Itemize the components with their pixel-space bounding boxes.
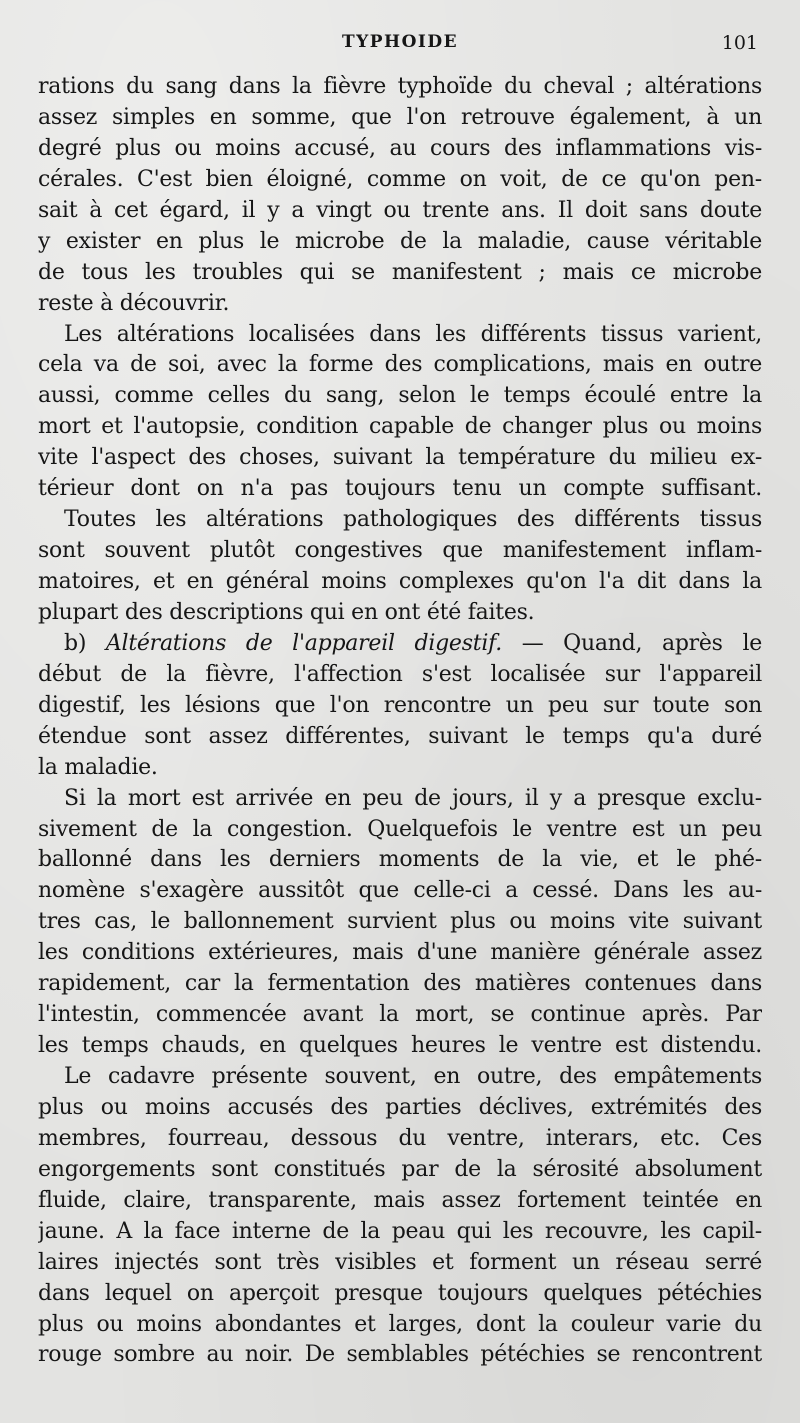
page-number: 101 (721, 32, 758, 54)
text-line: sait à cet égard, il y a vingt ou trente ans. Il doit sans doute (38, 197, 762, 223)
text-line: vite l'aspect des choses, suivant la température du milieu ex- (38, 445, 762, 471)
text-line: matoires, et en général moins complexes qu'on l'a dit dans la (38, 569, 762, 594)
text-line: digestif, les lésions que l'on rencontre un peu sur toute son (38, 692, 762, 718)
text-line: début de la fièvre, l'affection s'est localisée sur l'appareil (38, 661, 762, 687)
text-line: la maladie. (38, 754, 158, 780)
text-line: sont souvent plutôt congestives que manifestement inflam- (38, 538, 762, 564)
text-line: Si la mort est arrivée en peu de jours, il y a presque exclu- (64, 785, 762, 811)
text-line: laires injectés sont très visibles et forment un réseau serré (38, 1249, 762, 1275)
text-line: de tous les troubles qui se manifestent ; mais ce microbe (38, 259, 762, 285)
text-line: nomène s'exagère aussitôt que celle-ci a cessé. Dans les au- (38, 878, 762, 904)
text-line: les temps chauds, en quelques heures le ventre est distendu. (38, 1033, 762, 1059)
text-line: cela va de soi, avec la forme des complications, mais en outre (38, 352, 762, 378)
text-line: étendue sont assez différentes, suivant le temps qu'a duré (38, 723, 762, 749)
text-line: degré plus ou moins accusé, au cours des inflammations vis- (38, 135, 762, 161)
text-line: reste à découvrir. (38, 290, 230, 316)
text-line: les conditions extérieures, mais d'une manière générale assez (38, 940, 762, 966)
text-line: fluide, claire, transparente, mais assez fortement teintée en (38, 1187, 762, 1213)
text-line: Le cadavre présente souvent, en outre, des empâtements (64, 1064, 762, 1089)
text-line: rouge sombre au noir. De semblables pétéchies se rencontrent (38, 1342, 762, 1368)
text-line: aussi, comme celles du sang, selon le temps écoulé entre la (38, 383, 762, 409)
text-line: dans lequel on aperçoit presque toujours quelques pétéchies (38, 1280, 762, 1306)
text-line: engorgements sont constitués par de la sérosité absolument (38, 1156, 762, 1182)
text-line: mort et l'autopsie, condition capable de changer plus ou moins (38, 414, 762, 440)
running-header (38, 28, 762, 60)
text-line: y exister en plus le microbe de la maladie, cause véritable (38, 228, 762, 254)
section-heading-line (38, 629, 762, 660)
text-line: ballonné dans les derniers moments de la vie, et le phé- (38, 847, 762, 873)
section-heading-rest: — Quand, après le (501, 630, 762, 656)
text-line: membres, fourreau, dessous du ventre, interars, etc. Ces (38, 1125, 762, 1151)
text-line: cérales. C'est bien éloigné, comme on voit, de ce qu'on pen- (38, 166, 762, 192)
section-label: b) (64, 630, 87, 656)
text-line: rations du sang dans la fièvre typhoïde du cheval ; altérations (38, 74, 762, 99)
text-line: plupart des descriptions qui en ont été faites. (38, 599, 535, 625)
body-text (38, 72, 762, 1371)
book-page (38, 28, 762, 1398)
text-line: Les altérations localisées dans les différents tissus varient, (64, 321, 762, 347)
text-line: rapidement, car la fermentation des matières contenues dans (38, 971, 762, 997)
text-line: térieur dont on n'a pas toujours tenu un compte suffisant. (38, 476, 762, 502)
section-title: Altérations de l'appareil digestif. (105, 630, 502, 656)
text-line: tres cas, le ballonnement survient plus ou moins vite suivant (38, 909, 762, 935)
text-line: Toutes les altérations pathologiques des différents tissus (64, 507, 762, 533)
text-line: plus ou moins accusés des parties déclives, extrémités des (38, 1094, 762, 1120)
text-line: jaune. A la face interne de la peau qui les recouvre, les capil- (38, 1218, 762, 1244)
text-line: plus ou moins abondantes et larges, dont la couleur varie du (38, 1311, 762, 1337)
running-title: TYPHOIDE (341, 32, 459, 52)
text-line: assez simples en somme, que l'on retrouve également, à un (38, 104, 762, 130)
text-line: sivement de la congestion. Quelquefois le ventre est un peu (38, 816, 762, 842)
text-line: l'intestin, commencée avant la mort, se continue après. Par (38, 1002, 762, 1028)
